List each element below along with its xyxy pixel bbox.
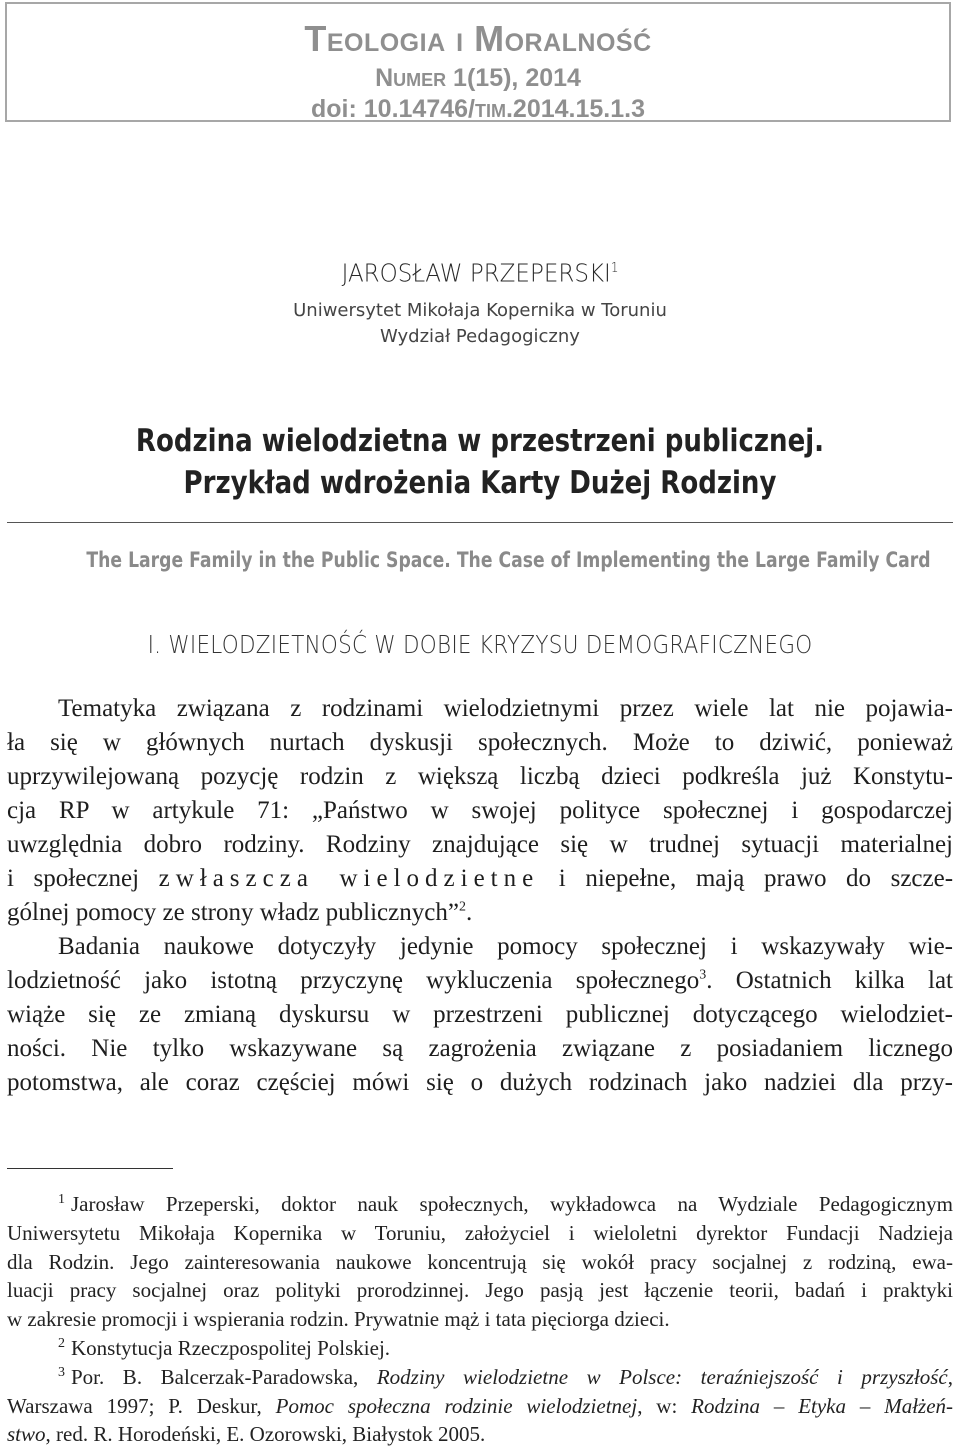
- body-line: Tematyka związana z rodzinami wielodzietnymi przez wiele lat nie pojawia-: [58, 695, 953, 722]
- author-footnote-ref: 1: [610, 261, 619, 276]
- book-title: Rodziny wielodzietne w Polsce: teraźniejszość i przyszłość: [376, 1364, 948, 1389]
- footnote-number: 2: [58, 1335, 65, 1351]
- journal-header: [5, 2, 951, 122]
- article-title-english: The Large Family in the Public Space. The Case of Implementing the Large Family Card: [86, 548, 931, 572]
- body-line: cja RP w artykule 71: „Państwo w swojej polityce społecznej i gospodarczej: [7, 797, 953, 824]
- affiliation-faculty: Wydział Pedagogiczny: [380, 326, 580, 348]
- footnote-ref-2: 2: [458, 899, 466, 915]
- body-line: ności. Nie tylko wskazywane są zagrożenia związane z posiadaniem licznego: [7, 1035, 953, 1062]
- article-title: [0, 420, 960, 504]
- body-line: ła się w głównych nurtach dyskusji społecznych. Może to dziwić, ponieważ: [7, 729, 953, 756]
- footnote-text: ,: [947, 1364, 953, 1389]
- body-line: wiąże się ze zmianą dyskursu w przestrzeni publicznej dotyczącego wielodziet-: [7, 1001, 953, 1028]
- journal-doi: [7, 95, 949, 123]
- body-text-span: .: [465, 899, 473, 926]
- book-title: Pomoc społeczna rodzinie wielodzietnej: [275, 1393, 638, 1418]
- journal-title: Teologia i Moralność: [304, 18, 652, 59]
- affiliation-university: Uniwersytet Mikołaja Kopernika w Toruniu: [293, 300, 667, 322]
- footnote-text: Jarosław Przeperski, doktor nauk społecznych, wykładowca na Wydziale Pedagogicznym: [71, 1192, 953, 1216]
- footnote-3-line: [7, 1392, 953, 1421]
- article-title-line-2: Przykład wdrożenia Karty Dużej Rodziny: [183, 465, 777, 501]
- footnote-text: Warszawa 1997; P. Deskur,: [7, 1393, 262, 1418]
- body-text-span: . Ostatnich kilka lat: [706, 967, 953, 994]
- footnote-3-line: [7, 1363, 953, 1392]
- footnote-number: 3: [58, 1364, 65, 1380]
- author-block: [0, 252, 960, 350]
- body-line: [7, 896, 953, 930]
- footnote-ref-3: 3: [699, 967, 707, 983]
- body-text: [7, 692, 953, 1100]
- footnote-1-line: w zakresie promocji i wspierania rodzin. Prywatnie mąż i tata pięciorga dzieci.: [7, 1307, 670, 1332]
- footnote-text: Konstytucja Rzeczpospolitej Polskiej.: [71, 1335, 391, 1360]
- body-line: uprzywilejowaną pozycję rodzin z większą liczbą dzieci podkreśla już Konstytu-: [7, 763, 953, 790]
- footnotes: [7, 1190, 953, 1449]
- journal-issue: Numer 1(15), 2014: [375, 64, 581, 92]
- footnote-1-line: luacji pracy socjalnej oraz polityki prorodzinnej. Jego pasją jest łączenie teorii, badań i praktyki: [7, 1278, 953, 1303]
- footnote-divider: [7, 1168, 173, 1169]
- body-line: uwzględnia dobro rodziny. Rodziny znajdujące się w trudnej sytuacji materialnej: [7, 831, 953, 858]
- footnote-1-line: [7, 1190, 953, 1219]
- footnote-3-line: [7, 1420, 953, 1449]
- doi-suffix: .2014.15.1.3: [505, 95, 645, 123]
- emphasized-text: zwłaszcza wielodzietne: [158, 865, 540, 892]
- footnote-2-line: [7, 1334, 953, 1363]
- footnote-text: Por. B. Balcerzak-Paradowska,: [71, 1364, 359, 1389]
- body-text-span: gólnej pomocy ze strony władz publicznych”: [7, 899, 459, 926]
- body-line: potomstwa, ale coraz częściej mówi się o dużych rodzinach jako nadziei dla przy-: [7, 1069, 953, 1096]
- doi-prefix: doi: 10.14746/: [311, 95, 475, 123]
- author-name-text: JAROSŁAW PRZEPERSKI: [341, 258, 611, 288]
- section-heading: I. WIELODZIETNOŚĆ W DOBIE KRYZYSU DEMOGRAFICZNEGO: [147, 630, 813, 659]
- body-line: Badania naukowe dotyczyły jedynie pomocy społecznej i wskazywały wie-: [58, 933, 953, 960]
- body-line: [7, 964, 953, 998]
- body-line: [7, 862, 953, 896]
- body-text-span: i społecznej: [7, 865, 140, 892]
- doi-journal-code: tim: [474, 95, 506, 123]
- body-text-span: i niepełne, mają prawo do szcze-: [558, 865, 954, 892]
- footnote-1-line: Uniwersytetu Mikołaja Kopernika w Toruniu, założyciel i wieloletni dyrektor Fundacji Nadzieja: [7, 1220, 953, 1245]
- footnote-text: , red. R. Horodeński, E. Ozorowski, Białystok 2005.: [45, 1422, 486, 1447]
- body-text-span: lodzietność jako istotną przyczynę wykluczenia społecznego: [7, 967, 700, 994]
- footnote-1-line: dla Rodzin. Jego zainteresowania naukowe koncentrują się wokół pracy socjalnej z rodziną, ewa-: [7, 1249, 953, 1274]
- footnote-number: 1: [58, 1192, 65, 1207]
- author-name: [38, 252, 921, 290]
- article-title-line-1: Rodzina wielodzietna w przestrzeni publicznej.: [135, 423, 825, 459]
- book-title: Rodzina – Etyka – Małżeń-: [691, 1393, 954, 1418]
- footnote-text: , w:: [637, 1393, 678, 1418]
- title-divider: [7, 522, 953, 523]
- book-title: stwo: [7, 1422, 46, 1447]
